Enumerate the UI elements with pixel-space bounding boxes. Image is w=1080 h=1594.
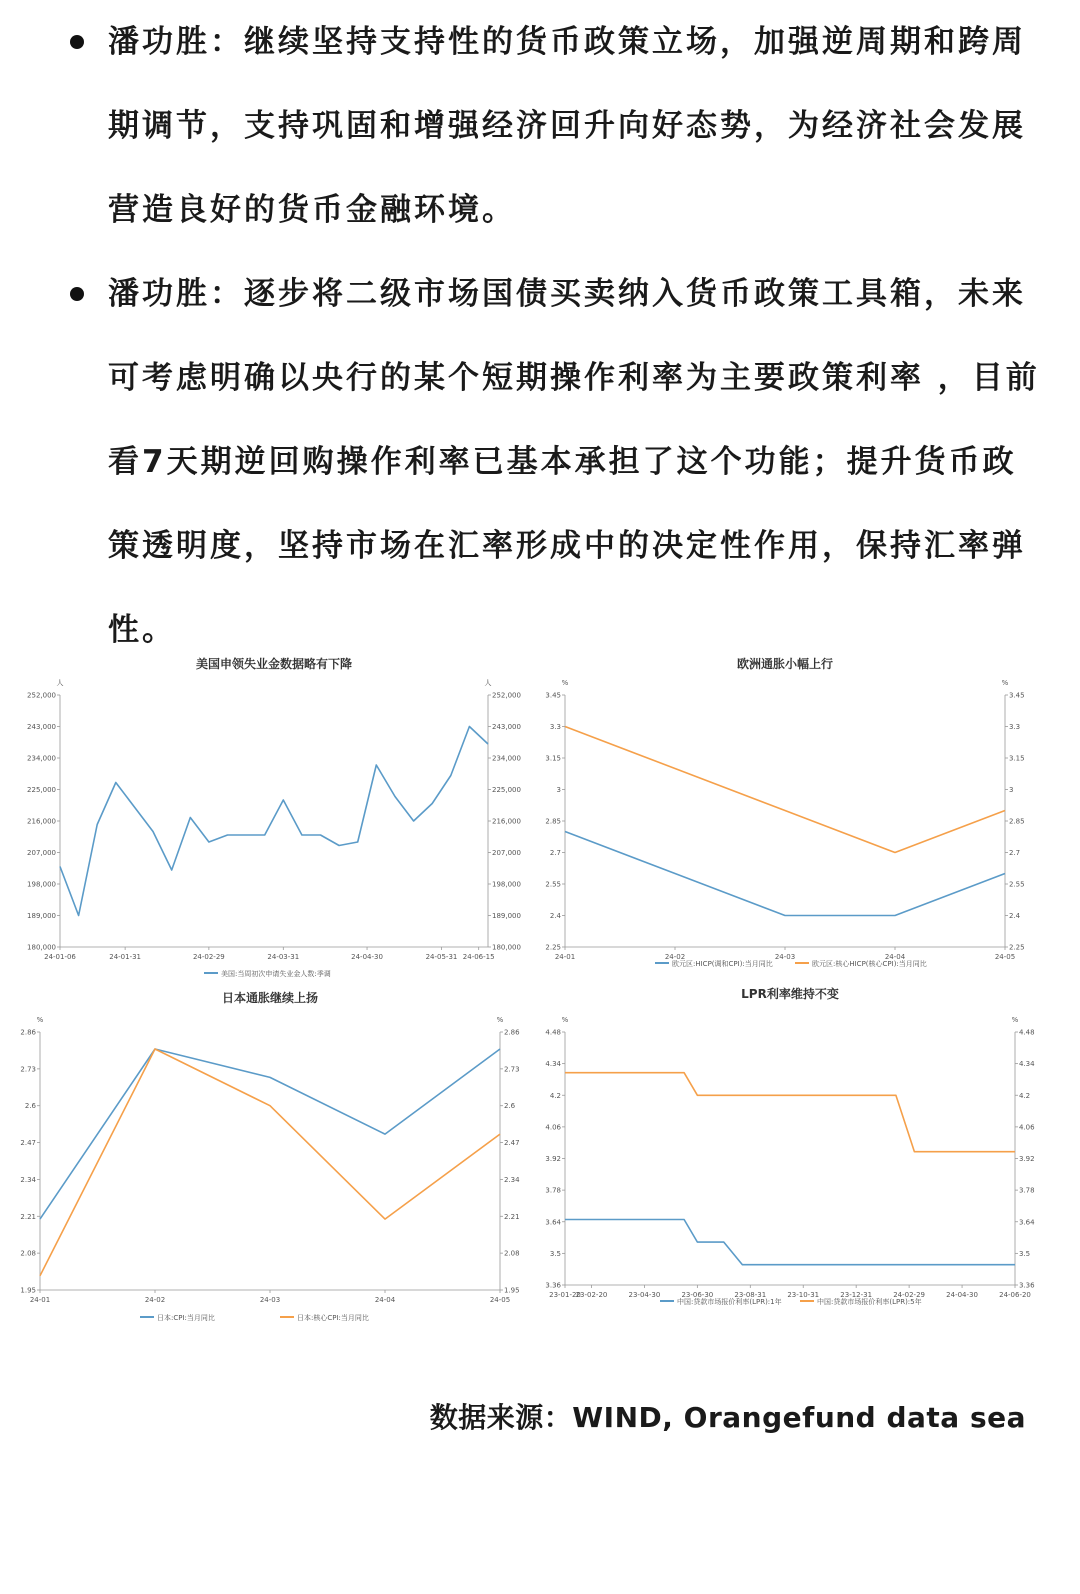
y-tick-label: 3.64 [1019, 1218, 1035, 1227]
x-tick-label: 24-05 [994, 953, 1016, 961]
y-tick-label: 189,000 [27, 912, 56, 920]
x-tick-label: 23-02-20 [575, 1291, 608, 1299]
x-tick-label: 23-10-31 [787, 1291, 820, 1299]
y-tick-label: 198,000 [27, 880, 56, 889]
x-tick-label: 23-06-30 [681, 1291, 714, 1299]
x-tick-label: 23-01-20 [549, 1291, 581, 1299]
y-tick-label: 2.7 [549, 849, 561, 857]
y-tick-label: 2.6 [24, 1102, 36, 1111]
y-unit-left: % [36, 1016, 44, 1024]
bullet-dot-icon [70, 35, 84, 49]
y-tick-label: 3 [556, 786, 561, 794]
y-tick-label: 4.34 [1019, 1060, 1035, 1069]
y-tick-label: 3.15 [1009, 754, 1025, 763]
series-line [60, 727, 488, 916]
x-tick-label: 24-04-30 [351, 953, 383, 961]
bullet-text: 潘功胜：逐步将二级市场国债买卖纳入货币政策工具箱，未来可考虑明确以央行的某个短期操作利率为主要政策利率 ，目前看7天期逆回购操作利率已基本承担了这个功能；提升货币政策透明度，坚持市场在汇率形成中的决定性作用，保持汇率弹性。 [108, 276, 1040, 648]
legend-label: 日本:核心CPI:当月同比 [297, 1314, 369, 1322]
y-tick-label: 3.78 [545, 1186, 561, 1195]
y-tick-label: 3.5 [549, 1249, 561, 1258]
y-tick-label: 2.08 [504, 1249, 520, 1258]
chart-title: 美国申领失业金数据略有下降 [195, 657, 353, 671]
y-tick-label: 3.3 [1009, 723, 1021, 731]
chart-title: 日本通胀继续上扬 [221, 991, 319, 1005]
x-tick-label: 24-01-06 [44, 953, 76, 961]
legend-label: 中国:贷款市场报价利率(LPR):5年 [817, 1298, 922, 1306]
y-tick-label: 4.48 [1019, 1028, 1035, 1037]
x-tick-label: 24-01-31 [109, 953, 142, 961]
y-unit-right: 人 [484, 679, 492, 687]
y-tick-label: 2.73 [504, 1065, 520, 1074]
series-line [40, 1049, 500, 1219]
x-tick-label: 24-01 [29, 1296, 51, 1304]
chart-us-jobless [0, 650, 540, 980]
y-tick-label: 3.92 [545, 1155, 561, 1163]
chart-title: LPR利率维持不变 [741, 987, 839, 1001]
x-tick-label: 24-02-29 [893, 1291, 926, 1299]
y-unit-left: % [561, 1016, 569, 1024]
y-tick-label: 2.85 [1009, 817, 1025, 826]
y-tick-label: 4.2 [549, 1091, 561, 1100]
legend-label: 欧元区:HICP(调和CPI):当月同比 [672, 960, 773, 968]
y-tick-label: 4.06 [1019, 1123, 1035, 1132]
x-tick-label: 24-03-31 [267, 953, 300, 961]
y-tick-label: 2.21 [504, 1212, 520, 1221]
x-tick-label: 24-02 [144, 1296, 166, 1304]
x-tick-label: 24-04-30 [946, 1291, 978, 1299]
data-source: 数据来源：WIND, Orangefund data sea [429, 1401, 1026, 1434]
chart-euro-inflation [530, 650, 1080, 980]
y-tick-label: 2.47 [504, 1139, 520, 1148]
y-tick-label: 198,000 [492, 880, 521, 889]
x-tick-label: 24-04 [884, 953, 906, 961]
y-tick-label: 2.4 [1009, 912, 1021, 920]
legend-label: 美国:当周初次申请失业金人数:季调 [221, 970, 331, 978]
series-line [565, 1073, 1015, 1152]
y-tick-label: 2.55 [1009, 880, 1025, 889]
series-line [565, 727, 1005, 853]
legend-label: 中国:贷款市场报价利率(LPR):1年 [677, 1298, 782, 1306]
legend-label: 欧元区:核心HICP(核心CPI):当月同比 [812, 960, 927, 968]
y-tick-label: 3.64 [545, 1218, 561, 1227]
x-tick-label: 24-03 [259, 1296, 281, 1304]
y-tick-label: 243,000 [492, 723, 521, 731]
y-tick-label: 3.15 [545, 754, 561, 763]
x-tick-label: 24-06-15 [462, 953, 495, 961]
y-tick-label: 4.06 [545, 1123, 561, 1132]
y-tick-label: 2.34 [504, 1175, 520, 1184]
x-tick-label: 24-05-31 [425, 953, 458, 961]
y-tick-label: 180,000 [492, 943, 521, 952]
chart-lpr [530, 980, 1080, 1320]
y-tick-label: 3 [1009, 786, 1014, 794]
y-tick-label: 2.73 [20, 1065, 36, 1074]
y-tick-label: 1.95 [504, 1286, 520, 1295]
series-line [565, 1220, 1015, 1265]
y-tick-label: 2.47 [20, 1139, 36, 1148]
y-tick-label: 216,000 [27, 817, 56, 826]
y-tick-label: 252,000 [27, 691, 56, 700]
chart-title: 欧洲通胀小幅上行 [736, 657, 834, 671]
y-tick-label: 3.92 [1019, 1155, 1035, 1163]
y-tick-label: 3.45 [545, 691, 561, 700]
y-tick-label: 2.25 [545, 943, 561, 952]
y-unit-right: % [1001, 679, 1009, 687]
x-tick-label: 24-03 [774, 953, 796, 961]
series-line [40, 1049, 500, 1276]
y-tick-label: 225,000 [492, 786, 521, 794]
x-tick-label: 23-04-30 [628, 1291, 661, 1299]
y-tick-label: 207,000 [27, 849, 56, 857]
y-tick-label: 3.78 [1019, 1186, 1035, 1195]
y-tick-label: 180,000 [27, 943, 56, 952]
y-tick-label: 2.7 [1009, 849, 1021, 857]
y-tick-label: 189,000 [492, 912, 521, 920]
y-unit-left: % [561, 679, 569, 687]
y-unit-right: % [1011, 1016, 1019, 1024]
y-tick-label: 2.25 [1009, 943, 1025, 952]
y-tick-label: 3.36 [1019, 1281, 1035, 1290]
y-tick-label: 234,000 [492, 754, 521, 763]
y-tick-label: 207,000 [492, 849, 521, 857]
x-tick-label: 23-12-31 [840, 1291, 873, 1299]
y-tick-label: 2.21 [20, 1212, 36, 1221]
y-tick-label: 234,000 [27, 754, 56, 763]
y-tick-label: 4.34 [545, 1060, 561, 1069]
y-tick-label: 243,000 [27, 723, 56, 731]
y-tick-label: 3.3 [549, 723, 561, 731]
y-tick-label: 252,000 [492, 691, 521, 700]
y-tick-label: 3.5 [1019, 1249, 1031, 1258]
y-unit-right: % [496, 1016, 504, 1024]
bullet-item [70, 0, 1040, 252]
x-tick-label: 24-04 [374, 1296, 396, 1304]
y-tick-label: 2.4 [549, 912, 561, 920]
y-tick-label: 2.86 [504, 1028, 520, 1037]
charts-grid [0, 650, 1080, 1330]
x-tick-label: 24-02-29 [192, 953, 225, 961]
y-unit-left: 人 [56, 679, 64, 687]
y-tick-label: 2.6 [504, 1102, 516, 1111]
y-tick-label: 3.36 [545, 1281, 561, 1290]
bullet-list [70, 0, 1040, 672]
y-tick-label: 3.45 [1009, 691, 1025, 700]
legend-label: 日本:CPI:当月同比 [157, 1314, 215, 1322]
bullet-text: 潘功胜：继续坚持支持性的货币政策立场，加强逆周期和跨周期调节，支持巩固和增强经济回升向好态势，为经济社会发展营造良好的货币金融环境。 [108, 24, 1026, 228]
x-tick-label: 23-08-31 [734, 1291, 767, 1299]
x-tick-label: 24-06-20 [999, 1291, 1031, 1299]
y-tick-label: 4.48 [545, 1028, 561, 1037]
x-tick-label: 24-01 [554, 953, 576, 961]
y-tick-label: 2.86 [20, 1028, 36, 1037]
y-tick-label: 216,000 [492, 817, 521, 826]
y-tick-label: 4.2 [1019, 1091, 1031, 1100]
y-tick-label: 2.34 [20, 1175, 36, 1184]
x-tick-label: 24-05 [489, 1296, 511, 1304]
y-tick-label: 1.95 [20, 1286, 36, 1295]
chart-japan-inflation [0, 990, 540, 1330]
y-tick-label: 2.08 [20, 1249, 36, 1258]
bullet-dot-icon [70, 287, 84, 301]
y-tick-label: 2.55 [545, 880, 561, 889]
y-tick-label: 2.85 [545, 817, 561, 826]
bullet-item [70, 252, 1040, 672]
series-line [565, 832, 1005, 916]
y-tick-label: 225,000 [27, 786, 56, 794]
x-tick-label: 24-02 [664, 953, 686, 961]
